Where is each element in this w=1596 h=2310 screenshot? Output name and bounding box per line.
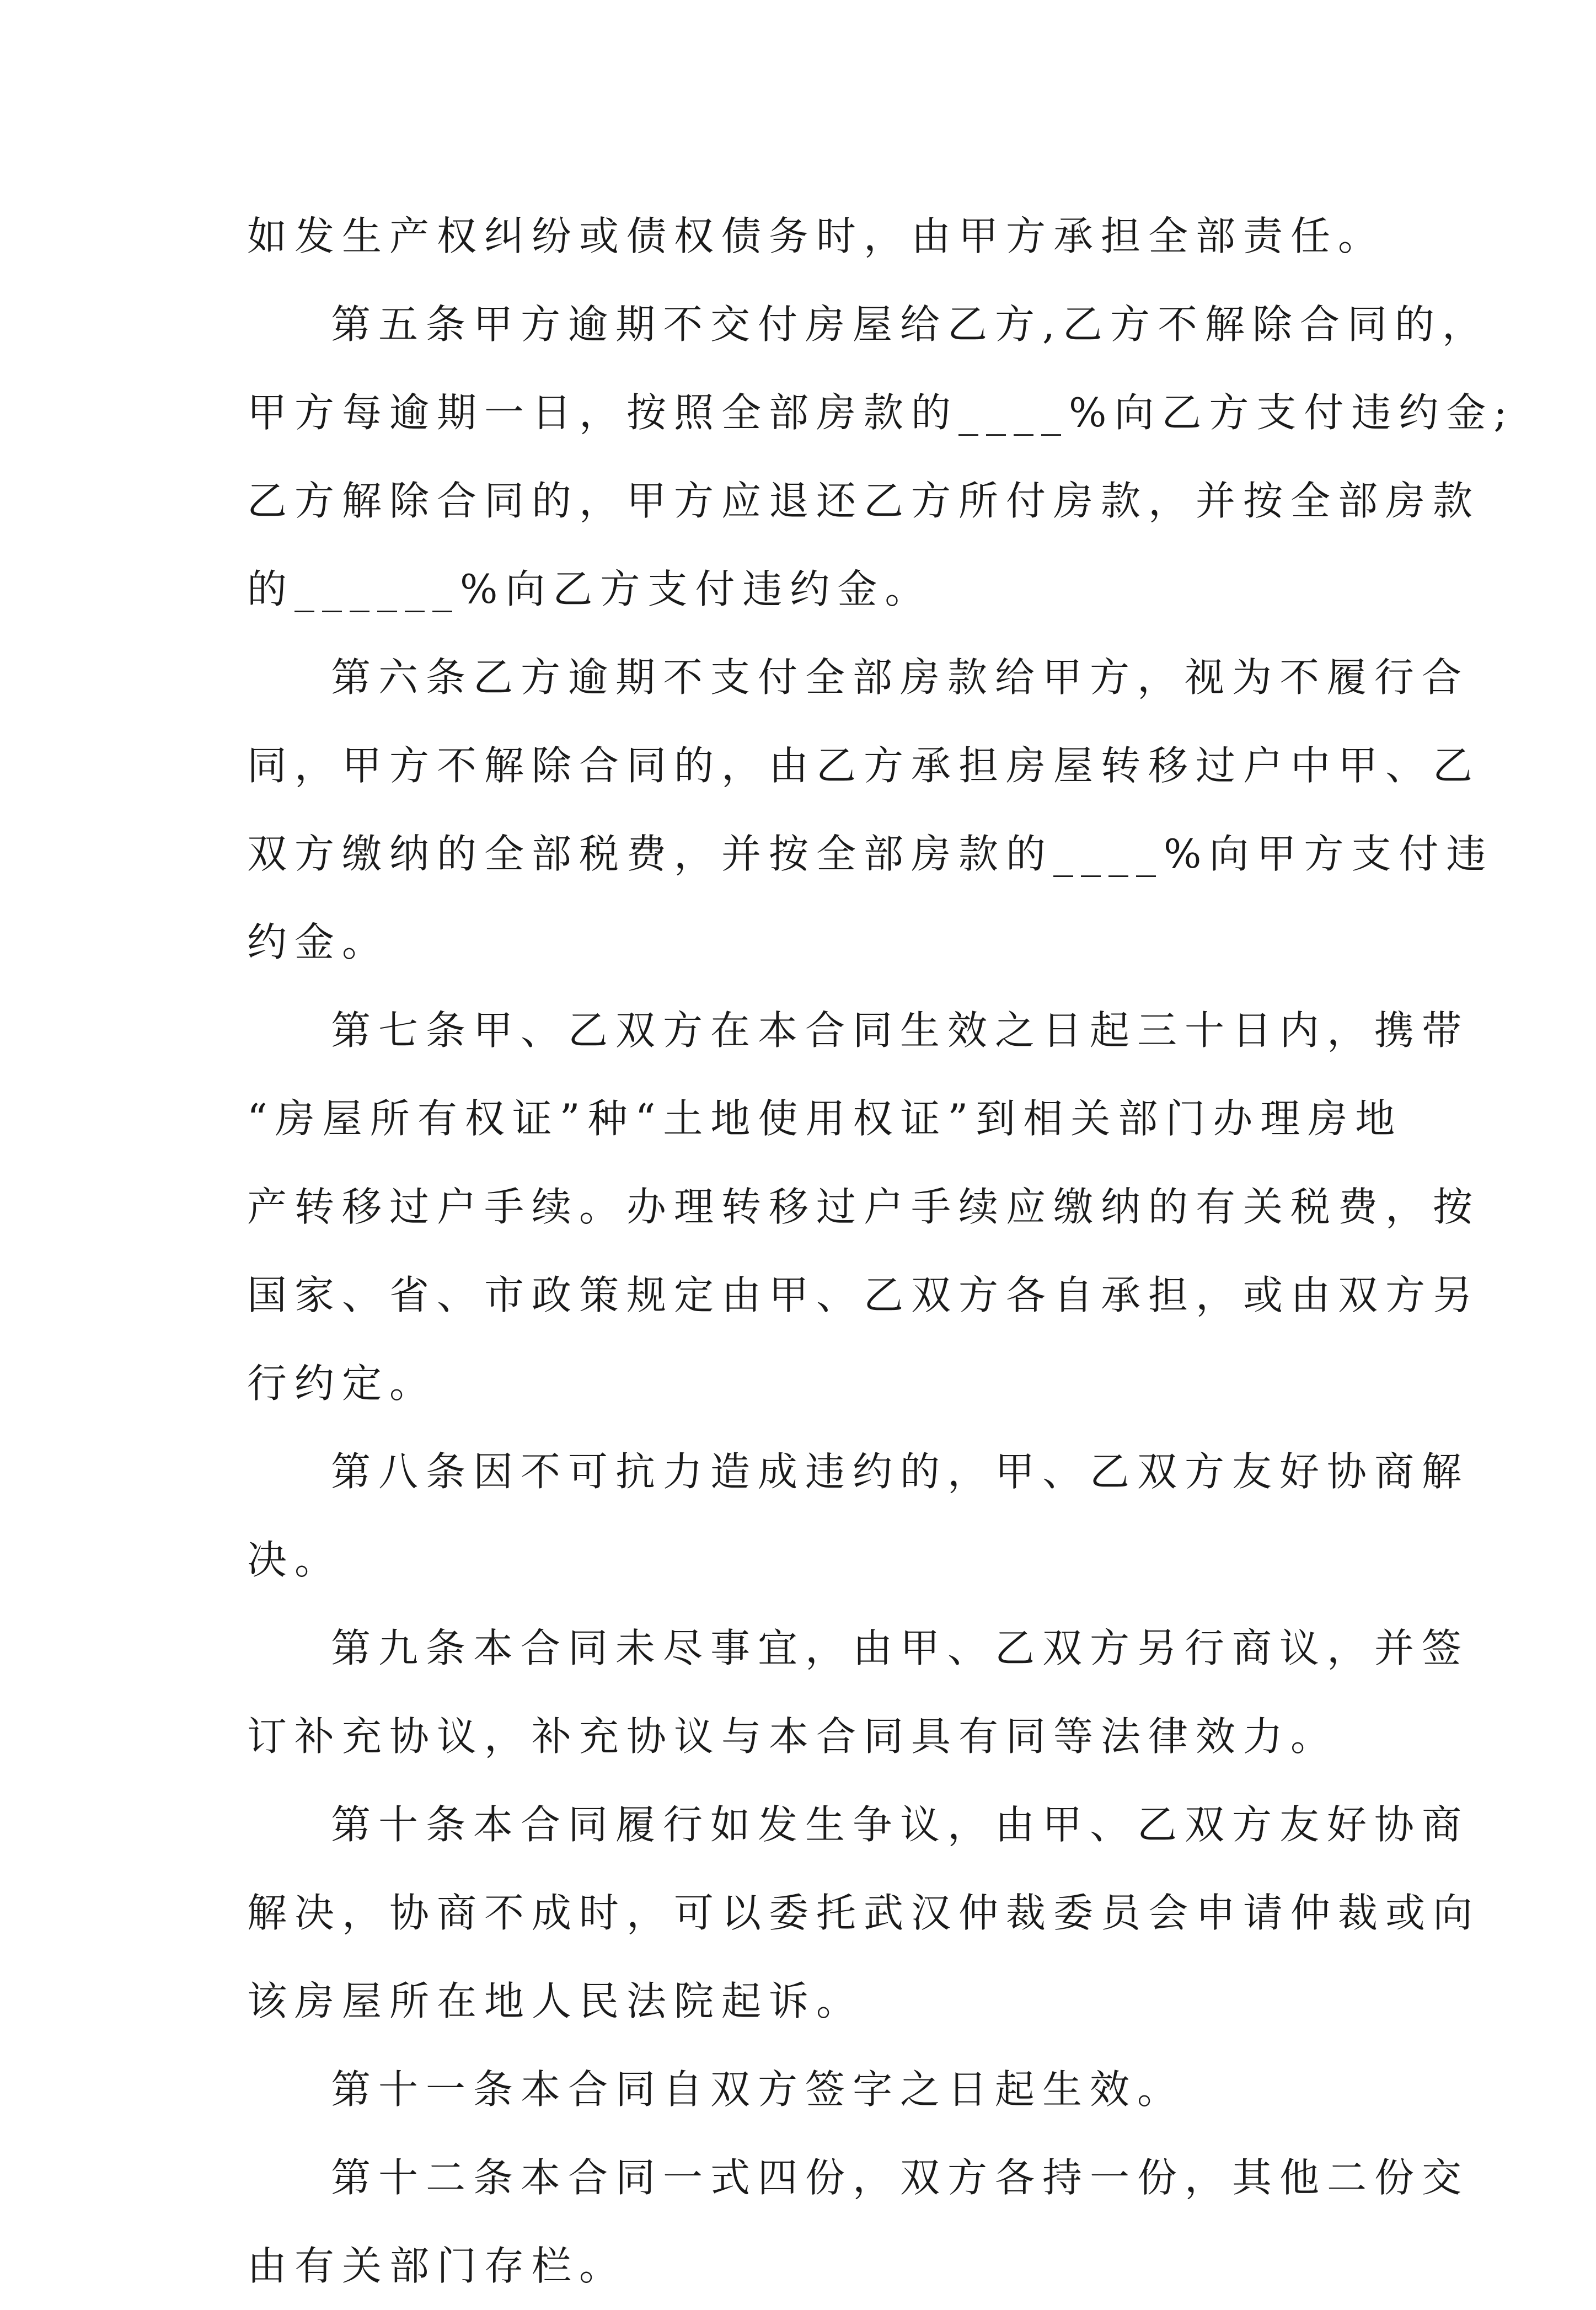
article-9-line: 第九条本合同未尽事宜，由甲、乙双方另行商议，并签 <box>331 1625 1470 1671</box>
text-line: “房屋所有权证”种“土地使用权证”到相关部门办理房地 <box>247 1095 1403 1142</box>
article-10-line: 第十条本合同履行如发生争议，由甲、乙双方友好协商 <box>331 1801 1470 1848</box>
text-line: 同，甲方不解除合同的，由乙方承担房屋转移过户中甲、乙 <box>247 742 1481 789</box>
text-line: 订补充协议，补充协议与本合同具有同等法律效力。 <box>247 1713 1338 1760</box>
text-line: 如发生产权纠纷或债权债务时，由甲方承担全部责任。 <box>247 213 1386 259</box>
text-line: 由有关部门存栏。 <box>247 2243 627 2289</box>
text-line: 约金。 <box>247 919 390 965</box>
text-line: 国家、省、市政策规定由甲、乙双方各自承担，或由双方另 <box>247 1272 1481 1318</box>
article-6-line: 第六条乙方逾期不支付全部房款给甲方，视为不履行合 <box>331 654 1470 701</box>
contract-text <box>247 192 1515 2310</box>
article-8-line: 第八条因不可抗力造成违约的，甲、乙双方友好协商解 <box>331 1448 1470 1495</box>
text-line: 该房屋所在地人民法院起诉。 <box>247 1978 864 2024</box>
text-line: 决。 <box>247 1537 342 1583</box>
text-line: 行约定。 <box>247 1360 437 1407</box>
text-line: 甲方每逾期一日，按照全部房款的____%向乙方支付违约金; <box>247 389 1515 436</box>
text-line: 乙方解除合同的，甲方应退还乙方所付房款，并按全部房款 <box>247 478 1481 524</box>
text-line: 解决，协商不成时，可以委托武汉仲裁委员会申请仲裁或向 <box>247 1890 1481 1936</box>
article-11-line: 第十一条本合同自双方签字之日起生效。 <box>331 2066 1185 2113</box>
text-line: 双方缴纳的全部税费，并按全部房款的____%向甲方支付违 <box>247 831 1494 877</box>
article-7-line: 第七条甲、乙双方在本合同生效之日起三十日内，携带 <box>331 1007 1470 1054</box>
article-5-line: 第五条甲方逾期不交付房屋给乙方,乙方不解除合同的， <box>331 301 1490 347</box>
text-line: 的______%向乙方支付违约金。 <box>247 566 933 612</box>
text-line: 产转移过户手续。办理转移过户手续应缴纳的有关税费，按 <box>247 1184 1481 1230</box>
article-12-line: 第十二条本合同一式四份，双方各持一份，其他二份交 <box>331 2154 1470 2201</box>
